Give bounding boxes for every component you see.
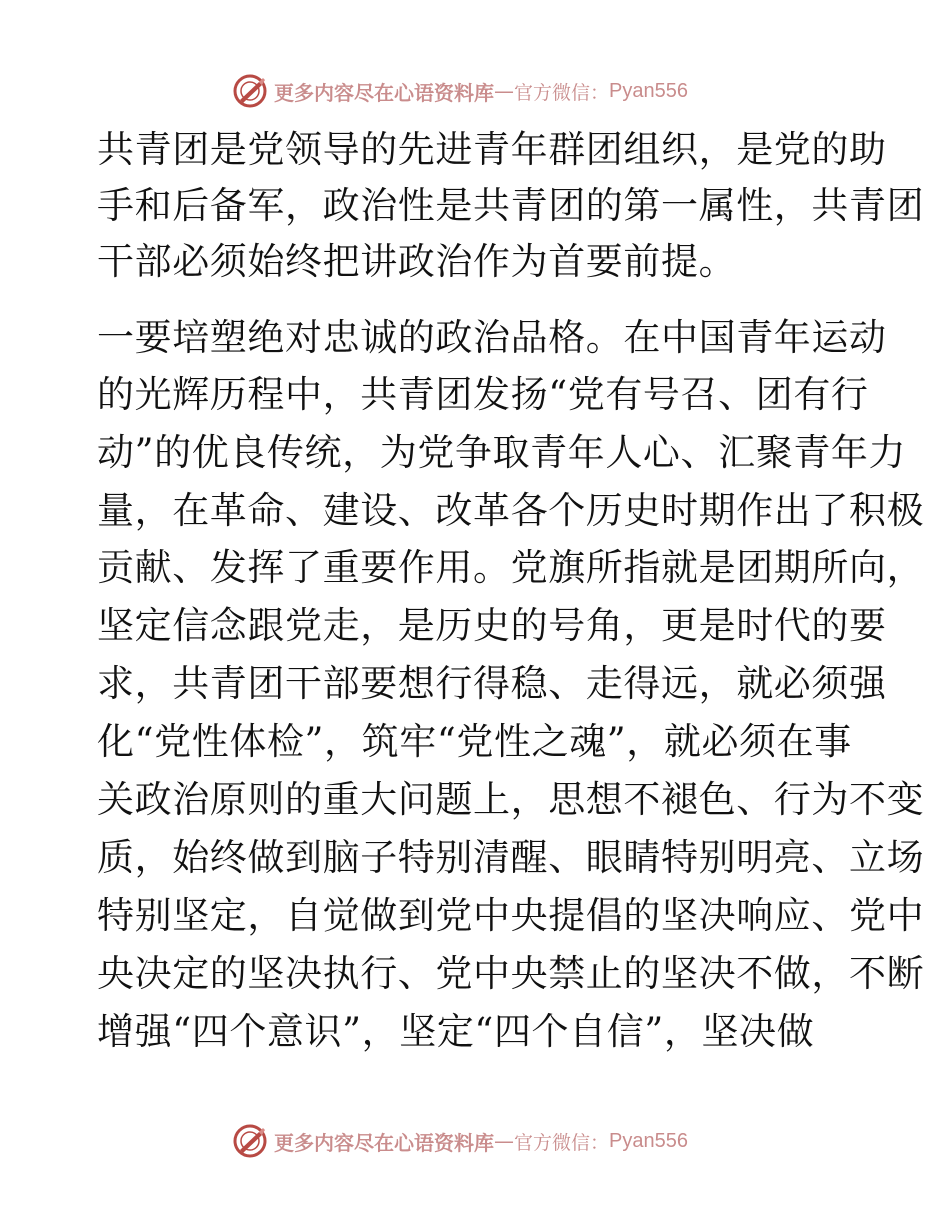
brand-logo-icon bbox=[232, 73, 268, 109]
body-line: 坚定信念跟党走，是历史的号角，更是时代的要 bbox=[97, 604, 887, 647]
body-line: 手和后备军，政治性是共青团的第一属性，共青团 bbox=[97, 184, 925, 227]
body-line: 求，共青团干部要想行得稳、走得远，就必须强 bbox=[97, 662, 887, 705]
banner-separator: — bbox=[494, 79, 514, 103]
body-line: 特别坚定，自觉做到党中央提倡的坚决响应、党中 bbox=[97, 894, 925, 937]
footer-banner bbox=[232, 1121, 688, 1161]
body-line: 增强“四个意识”，坚定“四个自信”，坚决做 bbox=[97, 1010, 815, 1053]
body-line: 的光辉历程中，共青团发扬“党有号召、团有行 bbox=[97, 373, 869, 416]
header-banner bbox=[232, 71, 688, 111]
body-line: 贡献、发挥了重要作用。党旗所指就是团期所向， bbox=[97, 546, 925, 589]
body-line: 质，始终做到脑子特别清醒、眼睛特别明亮、立场 bbox=[97, 836, 925, 879]
body-line: 量，在革命、建设、改革各个历史时期作出了积极 bbox=[97, 489, 925, 532]
body-line: 共青团是党领导的先进青年群团组织，是党的助 bbox=[97, 128, 887, 171]
banner-title: 更多内容尽在心语资料库 bbox=[274, 1130, 494, 1155]
body-line: 化“党性体检”，筑牢“党性之魂”，就必须在事 bbox=[97, 720, 852, 763]
banner-wechat-label: 官方微信： bbox=[514, 81, 610, 104]
body-line: 央决定的坚决执行、党中央禁止的坚决不做，不断 bbox=[97, 952, 925, 995]
body-line: 关政治原则的重大问题上，思想不褪色、行为不变 bbox=[97, 778, 925, 821]
brand-logo-icon bbox=[232, 1123, 268, 1159]
banner-title: 更多内容尽在心语资料库 bbox=[274, 80, 494, 105]
banner-wechat-id: Pyan556 bbox=[609, 79, 688, 102]
banner-wechat-id: Pyan556 bbox=[609, 1129, 688, 1152]
banner-wechat-label: 官方微信： bbox=[514, 1131, 610, 1154]
body-line: 动”的优良传统，为党争取青年人心、汇聚青年力 bbox=[97, 431, 907, 474]
body-line: 一要培塑绝对忠诚的政治品格。在中国青年运动 bbox=[97, 316, 887, 359]
body-line: 干部必须始终把讲政治作为首要前提。 bbox=[97, 240, 737, 283]
banner-separator: — bbox=[494, 1129, 514, 1153]
